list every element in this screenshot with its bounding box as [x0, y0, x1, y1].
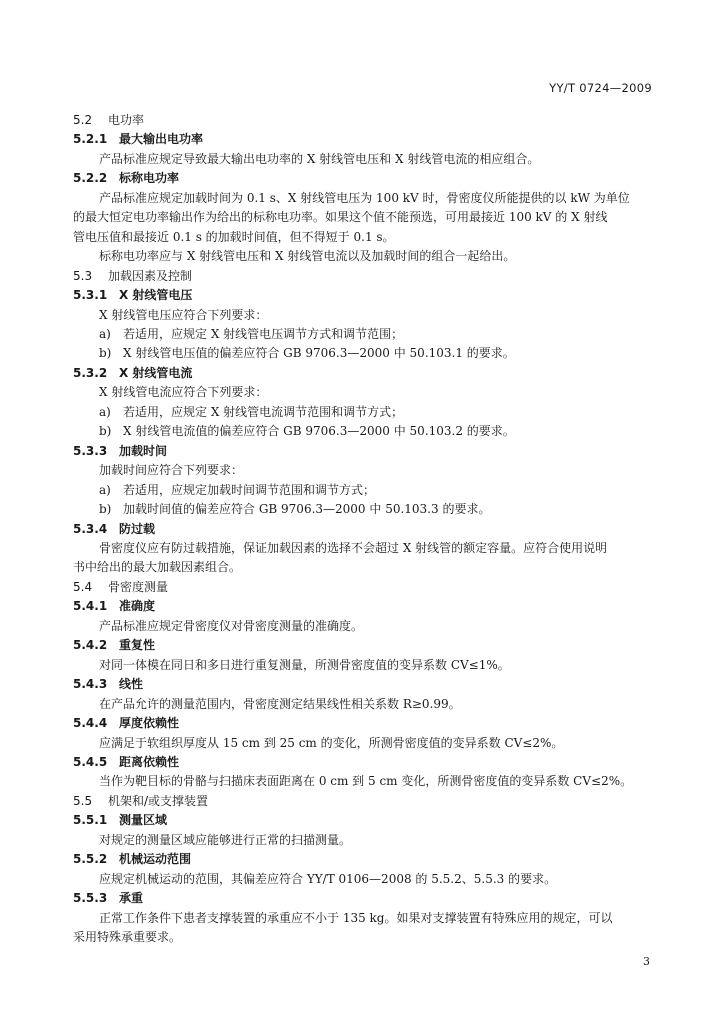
section-5-4-1-heading: 5.4.1 准确度 [73, 599, 156, 614]
section-5-4-2-heading: 5.4.2 重复性 [73, 638, 156, 653]
section-5-4-4-heading: 5.4.4 厚度依赖性 [73, 716, 180, 731]
page-number: 3 [643, 955, 650, 968]
section-5-3-1-item-a: a) 若适用，应规定 X 射线管电压调节方式和调节范围； [99, 326, 404, 341]
section-5-5-2-heading: 5.5.2 机械运动范围 [73, 852, 192, 867]
section-5-2-2-heading: 5.2.2 标称电功率 [73, 171, 180, 186]
section-5-4-3-heading: 5.4.3 线性 [73, 677, 144, 692]
section-5-3-4-text-line1: 骨密度仪应有防过载措施，保证加载因素的选择不会超过 X 射线管的额定容量。应符合使用说明 [99, 540, 608, 555]
section-5-3-3-item-a: a) 若适用，应规定加载时间调节范围和调节方式； [99, 482, 376, 497]
section-5-2-2-text2: 标称电功率应与 X 射线管电压和 X 射线管电流以及加载时间的组合一起给出。 [99, 249, 516, 264]
section-5-2-2-text-line3: 管电压值和最接近 0.1 s 的加载时间值，但不得短于 0.1 s。 [73, 229, 395, 244]
section-5-3-2-heading: 5.3.2 X 射线管电流 [73, 365, 193, 380]
section-5-4-5-heading: 5.4.5 距离依赖性 [73, 754, 180, 769]
section-5-2-2-text-line2: 的最大恒定电功率输出作为给出的标称电功率。如果这个值不能预选，可用最接近 100 kV 的 X 射线 [73, 210, 608, 225]
section-5-5-1-text: 对规定的测量区域应能够进行正常的扫描测量。 [99, 832, 352, 847]
section-5-3-2-item-a: a) 若适用，应规定 X 射线管电流调节范围和调节方式； [99, 404, 404, 419]
section-5-3-3-heading: 5.3.3 加载时间 [73, 443, 168, 458]
section-5-4-1-text: 产品标准应规定骨密度仪对骨密度测量的准确度。 [99, 618, 364, 633]
section-5-3-heading: 5.3 加载因素及控制 [73, 268, 193, 283]
section-5-4-2-text: 对同一体模在同日和多日进行重复测量，所测骨密度值的变异系数 CV≤1%。 [99, 657, 510, 672]
section-5-2-heading: 5.2 电功率 [73, 113, 145, 127]
section-5-5-heading: 5.5 机架和/或支撑装置 [73, 793, 209, 808]
section-5-2-1-heading: 5.2.1 最大输出电功率 [73, 132, 204, 147]
section-5-3-2-intro: X 射线管电流应符合下列要求： [99, 385, 268, 400]
section-5-3-4-text-line2: 书中给出的最大加载因素组合。 [73, 560, 242, 575]
section-5-3-3-intro: 加载时间应符合下列要求： [99, 463, 244, 478]
section-5-5-3-heading: 5.5.3 承重 [73, 891, 144, 906]
section-5-3-1-heading: 5.3.1 X 射线管电压 [73, 288, 193, 303]
section-5-4-heading: 5.4 骨密度测量 [73, 579, 169, 594]
standard-code: YY/T 0724—2009 [549, 81, 652, 95]
section-5-2-2-text-line1: 产品标准应规定加载时间为 0.1 s、X 射线管电压为 100 kV 时，骨密度仪所能提供的以 kW 为单位 [99, 190, 630, 205]
section-5-3-1-item-b: b) X 射线管电压值的偏差应符合 GB 9706.3—2000 中 50.103.1 的要求。 [99, 346, 515, 361]
section-5-3-4-heading: 5.3.4 防过载 [73, 521, 156, 536]
section-5-5-3-text-line2: 采用特殊承重要求。 [73, 930, 182, 945]
section-5-3-3-item-b: b) 加载时间值的偏差应符合 GB 9706.3—2000 中 50.103.3 的要求。 [99, 502, 491, 517]
section-5-4-4-text: 应满足于软组织厚度从 15 cm 到 25 cm 的变化，所测骨密度值的变异系数 CV≤2%。 [99, 735, 564, 750]
section-5-4-5-text: 当作为靶目标的骨骼与扫描床表面距离在 0 cm 到 5 cm 变化，所测骨密度值的变异系数 CV≤2%。 [99, 774, 633, 789]
section-5-5-3-text-line1: 正常工作条件下患者支撑装置的承重应不小于 135 kg。如果对支撑装置有特殊应用的规定，可以 [99, 910, 613, 925]
section-5-3-2-item-b: b) X 射线管电流值的偏差应符合 GB 9706.3—2000 中 50.103.2 的要求。 [99, 424, 515, 439]
section-5-5-2-text: 应规定机械运动的范围，其偏差应符合 YY/T 0106—2008 的 5.5.2、5.5.3 的要求。 [99, 871, 557, 886]
section-5-3-1-intro: X 射线管电压应符合下列要求： [99, 307, 268, 322]
section-5-4-3-text: 在产品允许的测量范围内，骨密度测定结果线性相关系数 R≥0.99。 [99, 696, 461, 711]
section-5-2-1-text: 产品标准应规定导致最大输出电功率的 X 射线管电压和 X 射线管电流的相应组合。 [99, 151, 540, 166]
document-body [73, 111, 657, 947]
section-5-5-1-heading: 5.5.1 测量区域 [73, 813, 168, 828]
